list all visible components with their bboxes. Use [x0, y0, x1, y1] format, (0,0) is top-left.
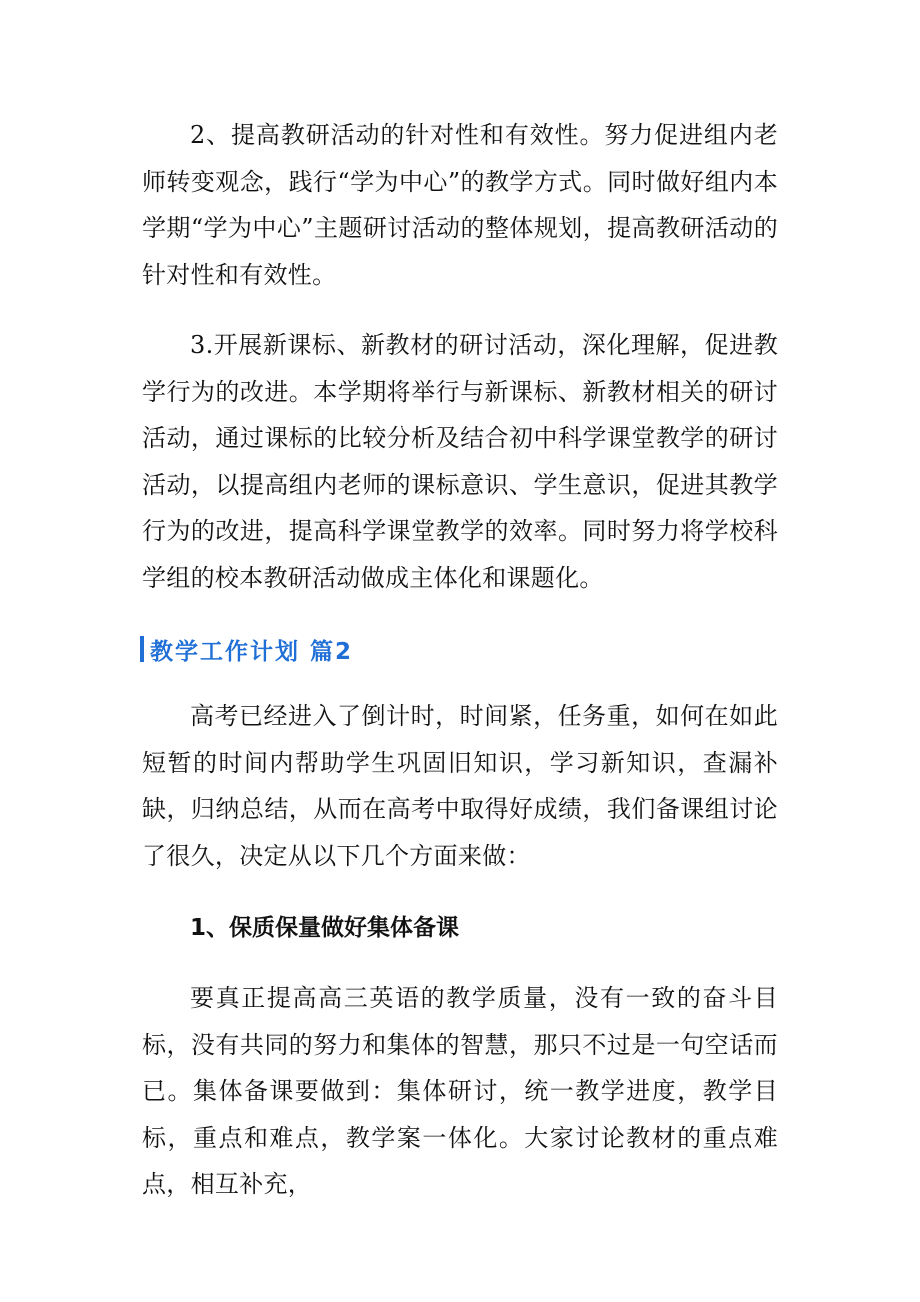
paragraph-intro: 高考已经进入了倒计时，时间紧，任务重，如何在如此短暂的时间内帮助学生巩固旧知识，学习新知识，查漏补缺，归纳总结，从而在高考中取得好成绩，我们备课组讨论了很久，决定从以下几个方面来做：	[142, 702, 778, 870]
section-heading	[142, 629, 778, 669]
paragraph-collective-prep: 要真正提高高三英语的教学质量，没有一致的奋斗目标，没有共同的努力和集体的智慧，那只不过是一句空话而已。集体备课要做到：集体研讨，统一教学进度，教学目标，重点和难点，教学案一体化。大家讨论教材的重点难点，相互补充，	[142, 984, 778, 1198]
document-page	[142, 112, 778, 1208]
paragraph-item-3: 3.开展新课标、新教材的研讨活动，深化理解，促进教学行为的改进。本学期将举行与新课标、新教材相关的研讨活动，通过课标的比较分析及结合初中科学课堂教学的研讨活动，以提高组内老师的课标意识、学生意识，促进其教学行为的改进，提高科学课堂教学的效率。同时努力将学校科学组的校本教研活动做成主体化和课题化。	[142, 331, 778, 592]
section-heading-text: 教学工作计划 篇2	[150, 638, 354, 665]
paragraph-item-2: 2、提高教研活动的针对性和有效性。努力促进组内老师转变观念，践行“学为中心”的教学方式。同时做好组内本学期“学为中心”主题研讨活动的整体规划，提高教研活动的针对性和有效性。	[142, 121, 778, 289]
heading-marker-bar	[140, 636, 144, 662]
subheading: 1、保质保量做好集体备课	[190, 915, 460, 941]
